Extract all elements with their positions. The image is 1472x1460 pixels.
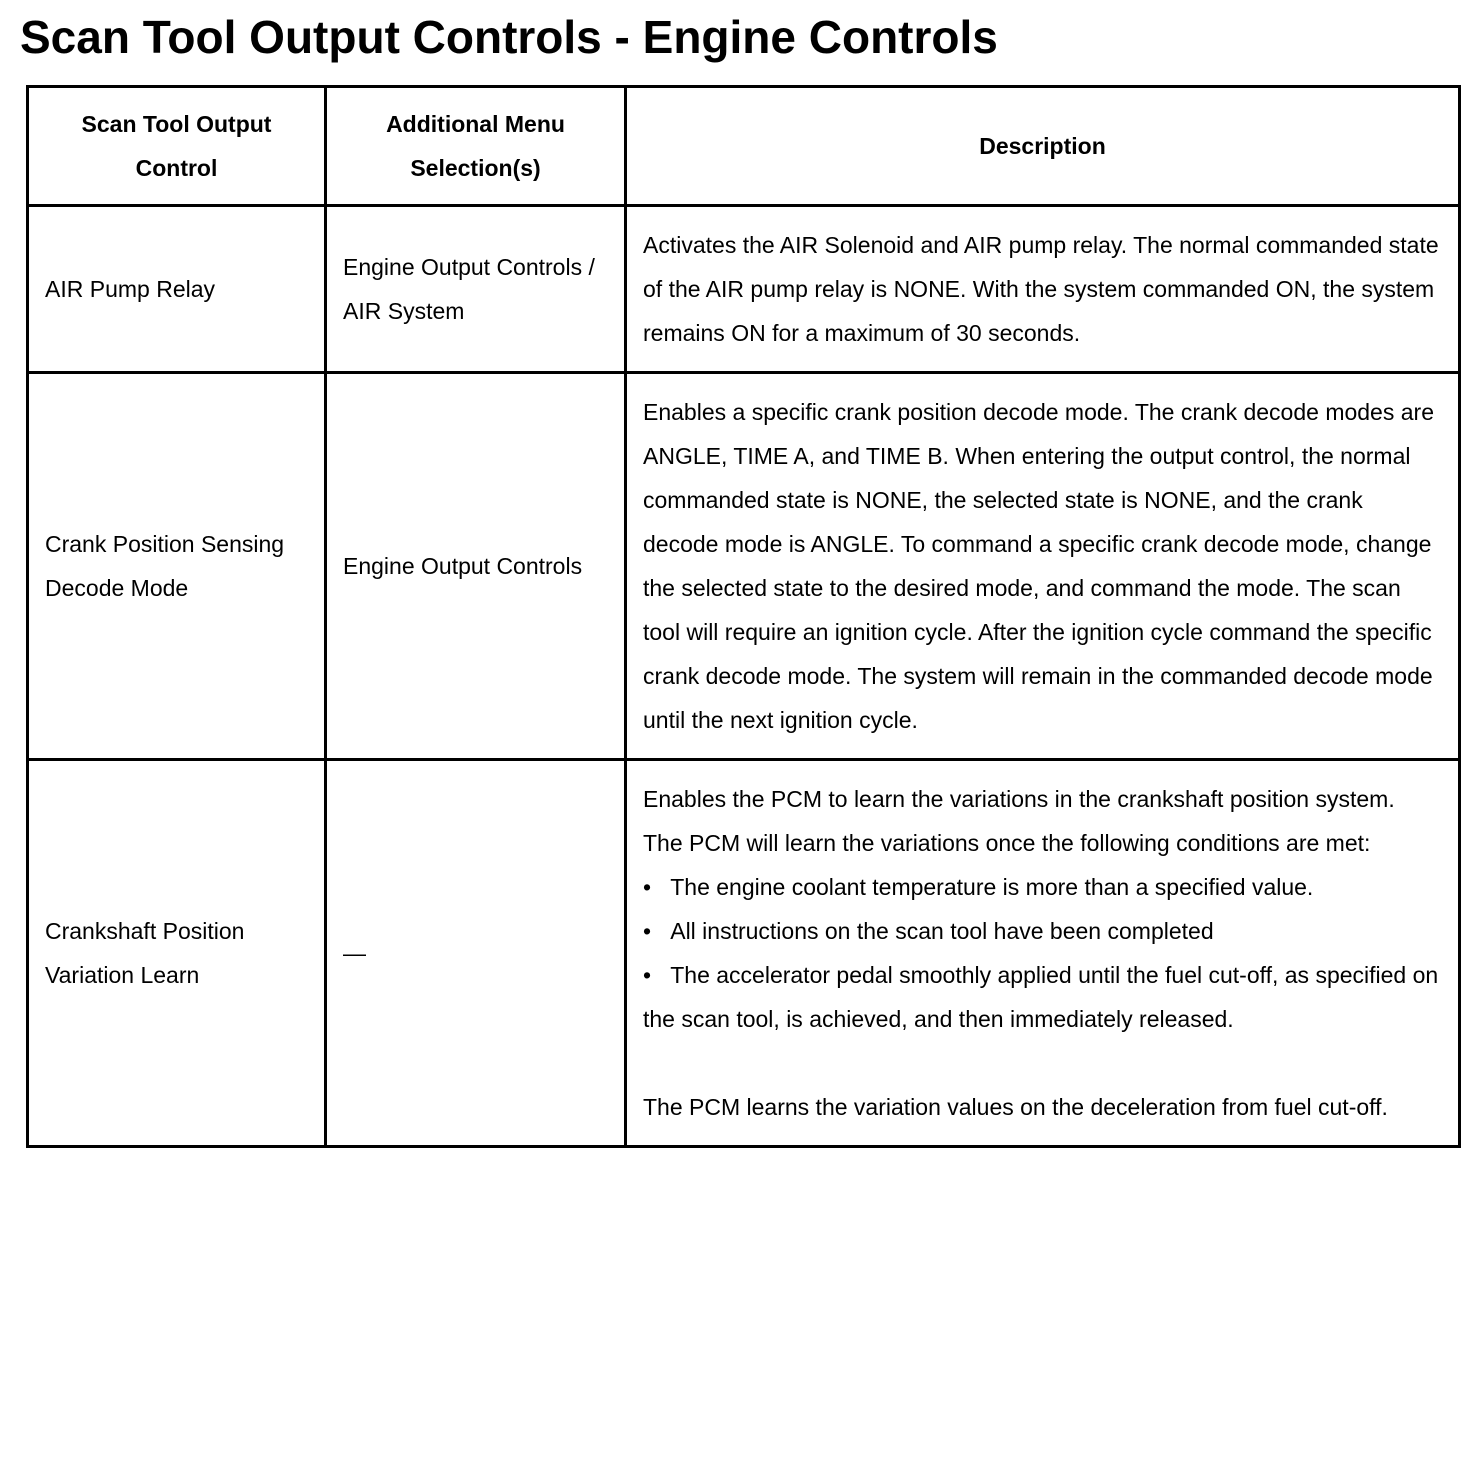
description-paragraph: Enables a specific crank position decode mode. The crank decode modes are ANGLE, TIME A, and TIME B. When entering the output control, the normal commanded state is NONE, the selected state is NONE, and the crank decode mode is ANGLE. To command a specific crank decode mode, change the selected state to the desired mode, and command the mode. The scan tool will require an ignition cycle. After the ignition cycle command the specific crank decode mode. The system will remain in the commanded decode mode until the next ignition cycle. (643, 398, 1434, 733)
control-name-cell: Crankshaft Position Variation Learn (28, 759, 326, 1146)
header-scan-tool-output-control: Scan Tool Output Control (28, 86, 326, 205)
header-description: Description (626, 86, 1460, 205)
control-name-cell: Crank Position Sensing Decode Mode (28, 372, 326, 759)
description-bullet: • The accelerator pedal smoothly applied until the fuel cut-off, as specified on the scan tool, is achieved, and then immediately released. (643, 961, 1439, 1032)
description-paragraph: Activates the AIR Solenoid and AIR pump relay. The normal commanded state of the AIR pump relay is NONE. With the system commanded ON, the system remains ON for a maximum of 30 seconds. (643, 231, 1439, 346)
table-header-row (28, 86, 1460, 205)
description-bullet: • The engine coolant temperature is more than a specified value. (643, 873, 1314, 900)
page-title: Scan Tool Output Controls - Engine Controls (20, 11, 998, 63)
menu-selection-cell: Engine Output Controls / AIR System (326, 205, 626, 372)
description-paragraph: The PCM learns the variation values on the deceleration from fuel cut-off. (643, 1093, 1388, 1120)
control-name-cell: AIR Pump Relay (28, 205, 326, 372)
menu-selection-cell: — (326, 759, 626, 1146)
table-row (28, 205, 1460, 372)
description-paragraph: Enables the PCM to learn the variations in the crankshaft position system. The PCM will learn the variations once the following conditions are met: (643, 785, 1395, 856)
header-additional-menu-selections: Additional Menu Selection(s) (326, 86, 626, 205)
table-row (28, 759, 1460, 1146)
table-row (28, 372, 1460, 759)
description-cell (626, 759, 1460, 1146)
description-cell (626, 205, 1460, 372)
description-cell (626, 372, 1460, 759)
description-bullet: • All instructions on the scan tool have been completed (643, 917, 1214, 944)
menu-selection-cell: Engine Output Controls (326, 372, 626, 759)
scan-tool-output-controls-table (26, 85, 1461, 1148)
